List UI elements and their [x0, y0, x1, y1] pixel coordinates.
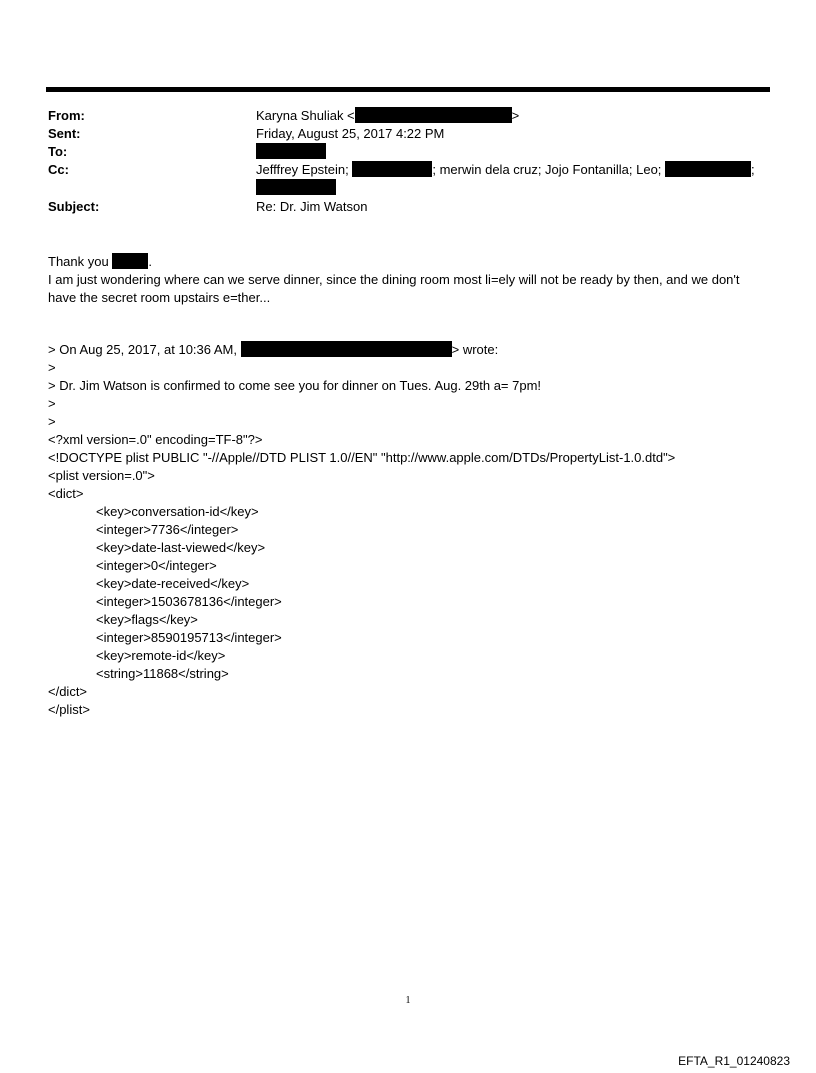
dict-line: <key>flags</key> — [96, 612, 198, 627]
to-label: To: — [48, 144, 68, 159]
subject-label: Subject: — [48, 199, 100, 214]
email-header — [48, 107, 768, 216]
to-row — [48, 143, 768, 161]
sent-label: Sent: — [48, 126, 81, 141]
quote-marker: > — [48, 396, 56, 411]
xml-line: <plist version=.0"> — [48, 468, 155, 483]
from-row — [48, 107, 768, 125]
cc-part-1: Jefffrey Epstein; — [256, 162, 353, 177]
redaction-box — [256, 179, 336, 195]
sent-row — [48, 125, 768, 143]
subject-value: Re: Dr. Jim Watson — [256, 199, 368, 214]
dict-line: <integer>8590195713</integer> — [96, 630, 282, 645]
greeting-text: Thank you — [48, 254, 113, 269]
redaction-box — [665, 161, 751, 177]
xml-closing-line: </dict> — [48, 684, 88, 699]
dict-line: <integer>0</integer> — [96, 558, 217, 573]
quoted-message — [48, 341, 768, 719]
dict-line: <key>date-last-viewed</key> — [96, 540, 266, 555]
cc-label: Cc: — [48, 162, 69, 177]
from-close: > — [511, 108, 520, 123]
greeting-line — [48, 253, 768, 271]
header-divider — [46, 87, 770, 92]
quote-confirm: > Dr. Jim Watson is confirmed to come see you for dinner on Tues. Aug. 29th a= 7pm! — [48, 378, 542, 393]
dict-line: <key>date-received</key> — [96, 576, 250, 591]
sent-value: Friday, August 25, 2017 4:22 PM — [256, 126, 445, 141]
email-body — [48, 253, 768, 307]
redaction-box — [352, 161, 432, 177]
quote-marker: > — [48, 360, 56, 375]
dict-line: <key>conversation-id</key> — [96, 504, 259, 519]
quote-intro — [48, 341, 768, 359]
redaction-box — [355, 107, 512, 123]
dict-line: <key>remote-id</key> — [96, 648, 226, 663]
quote-intro-suffix: > wrote: — [451, 342, 499, 357]
cc-part-3: ; — [751, 162, 755, 177]
from-label: From: — [48, 108, 85, 123]
xml-line: <dict> — [48, 486, 84, 501]
from-name: Karyna Shuliak < — [256, 108, 355, 123]
redaction-box — [256, 143, 326, 159]
cc-row — [48, 161, 768, 197]
redaction-box — [241, 341, 452, 357]
document-id: EFTA_R1_01240823 — [678, 1054, 790, 1068]
xml-closing-line: </plist> — [48, 702, 90, 717]
greeting-end: . — [148, 254, 152, 269]
dict-line: <integer>7736</integer> — [96, 522, 239, 537]
cc-part-2: ; merwin dela cruz; Jojo Fontanilla; Leo; — [432, 162, 666, 177]
body-paragraph: I am just wondering where can we serve dinner, since the dining room most li=ely will not be ready by then, and we don't have the secret room upstairs e=ther... — [48, 272, 740, 305]
from-value — [256, 107, 519, 125]
xml-line: <?xml version=.0" encoding=TF-8"?> — [48, 432, 263, 447]
cc-value — [256, 161, 755, 197]
subject-row — [48, 198, 768, 216]
xml-line: <!DOCTYPE plist PUBLIC "-//Apple//DTD PLIST 1.0//EN" "http://www.apple.com/DTDs/PropertyList-1.0.dtd"> — [48, 450, 676, 465]
redaction-box — [112, 253, 148, 269]
to-value — [256, 143, 326, 161]
quote-marker: > — [48, 414, 56, 429]
quote-intro-prefix: > On Aug 25, 2017, at 10:36 AM, — [48, 342, 241, 357]
dict-line: <integer>1503678136</integer> — [96, 594, 282, 609]
page-number: 1 — [405, 995, 411, 1006]
dict-line: <string>11868</string> — [96, 666, 229, 681]
